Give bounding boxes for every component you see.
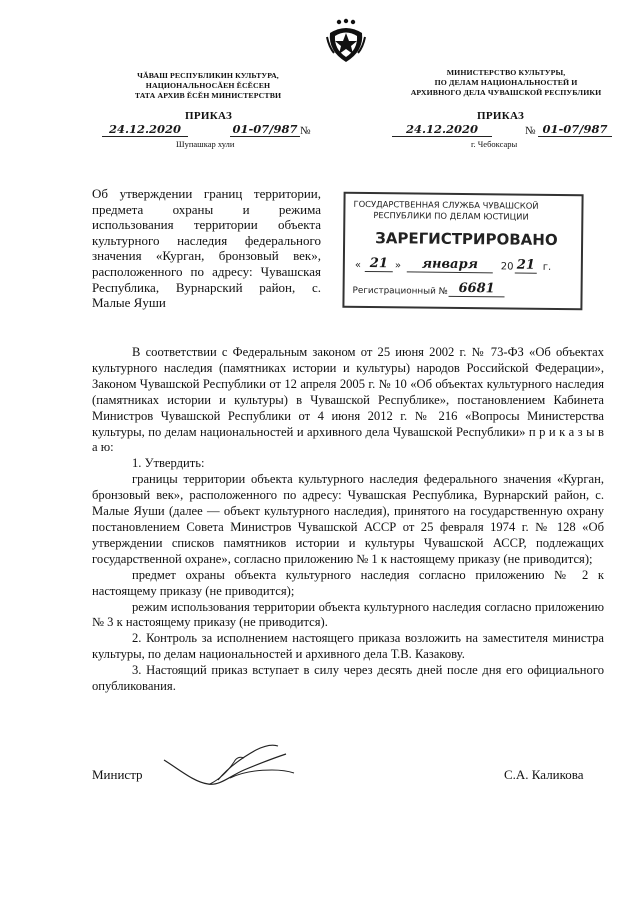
header-right-line2: ПО ДЕЛАМ НАЦИОНАЛЬНОСТЕЙ И [434,78,578,87]
body-paragraph-territory: границы территории объекта культурного наследия федерального значения «Курган, бронзовый век», расположенного по адресу: Чувашская Республика, Вурнарский район, с. Малые Яуши (далее — объект культурного наследия), принятого на государственную охрану постановлением Совета Министров Чувашской АССР от 25 февраля 1974 г. № 128 «Об утверждении списков памятников истории и культуры Чувашской АССР, подлежащих государственной охране», согласно приложению № 1 к настоящему приказу (не приводится); [92,472,604,566]
header-right-no-sign: № [525,125,536,137]
coat-of-arms-emblem [325,17,367,65]
header-left-line2: НАЦИОНАЛЬНОСĂЕН ĔСĔСЕН [145,81,271,90]
stamp-registered: ЗАРЕГИСТРИРОВАНО [375,229,558,249]
header-left-line3: ТАТА АРХИВ ĔСĔН МИНИСТЕРСТВИ [134,91,282,100]
document-body [92,345,604,695]
signatory-name: С.А. Каликова [504,767,584,782]
header-left-number: 01-07/987 [230,122,300,137]
body-paragraph-item-1: 1. Утвердить: [132,456,205,471]
signature-position: Министр [92,767,143,782]
header-left-date: 24.12.2020 [102,122,188,137]
body-paragraph-preamble: В соответствии с Федеральным законом от 25 июня 2002 г. № 73-ФЗ «Об объектах культурного наследия (памятниках истории и культуры) народов Российской Федерации», Законом Чувашской Республики от 12 апреля 2005 г. № 10 «Об объектах культурного наследия (памятниках истории и культуры) в Чувашской Республике», постановлением Кабинета Министров Чувашской Республики от 4 июня 2012 г. № 216 «Вопросы Министерства культуры, по делам национальностей и архивного дела Чувашской Республики» п р и к а з ы в а ю: [92,345,604,455]
stamp-reg-number: 6681 [449,281,505,298]
header-left-prikaz: ПРИКАЗ [185,110,233,122]
body-paragraph-item-2: 2. Контроль за исполнением настоящего приказа возложить на заместителя министра культуры, по делам национальностей и архивного дела Т.В. Казакову. [92,631,604,662]
stamp-line2: РЕСПУБЛИКИ ПО ДЕЛАМ ЮСТИЦИИ [373,210,529,222]
header-left-org [118,71,298,101]
header-right-city: г. Чебоксары [471,139,518,149]
stamp-year-suffix: 21 [516,257,535,273]
header-right-date: 24.12.2020 [392,122,492,137]
registration-stamp [342,192,583,311]
handwritten-signature [160,740,300,790]
header-right-line1: МИНИСТЕРСТВО КУЛЬТУРЫ, [446,68,566,77]
header-left-line1: ЧĂВАШ РЕСПУБЛИКИН КУЛЬТУРА, [137,71,279,80]
stamp-quote-close: » [394,260,402,272]
header-right-number: 01-07/987 [538,122,612,137]
header-left-no-sign: № [300,125,311,137]
body-paragraph-item-3: 3. Настоящий приказ вступает в силу через десять дней после дня его официального опубликования. [92,663,604,694]
header-right-prikaz: ПРИКАЗ [477,110,525,122]
stamp-year-prefix: 20 [500,261,514,273]
header-right-line3: АРХИВНОГО ДЕЛА ЧУВАШСКОЙ РЕСПУБЛИКИ [410,88,602,97]
stamp-line1: ГОСУДАРСТВЕННАЯ СЛУЖБА ЧУВАШСКОЙ [353,198,539,211]
stamp-quote-open: « [354,259,362,271]
stamp-year-g: г. [542,261,552,273]
header-right-org [408,68,604,98]
stamp-month: января [407,256,493,273]
stamp-day: 21 [365,256,393,272]
stamp-reg-label: Регистрационный № [352,285,448,297]
header-left-city: Шупашкар хули [176,139,235,149]
body-paragraph-usage-regime: режим использования территории объекта культурного наследия согласно приложению № 3 к настоящему приказу (не приводится). [92,599,604,630]
body-paragraph-protection-subject: предмет охраны объекта культурного наследия согласно приложению № 2 к настоящему приказу (не приводится); [92,567,604,598]
document-title: Об утверждении границ территории, предмета охраны и режима использования территории объекта культурного наследия федерального значения «Курган, бронзовый век», расположенного по адресу: Чувашская Республика, Вурнарский район, с. Малые Яуши [92,186,321,311]
